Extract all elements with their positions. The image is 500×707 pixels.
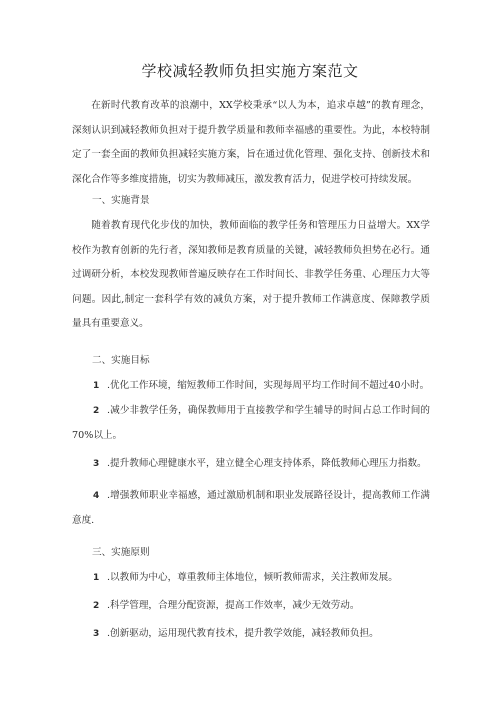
intro-paragraph: 在新时代教育改革的浪潮中，XX学校秉承“以人为本，追求卓越”的教育理念，深刻认识到减轻教师负担对于提升教学质量和教师幸福感的重要性。为此，本校特制定了一套全面的教师负担减轻实施方案，旨在通过优化管理、强化支持、创新技术和深化合作等多维度措施，切实为教师减压，激发教育活力，促进学校可持续发展。 bbox=[72, 100, 430, 185]
principle-item bbox=[72, 566, 430, 591]
goal-text: .减少非教学任务，确保教师用于直接教学和学生辅导的时间占总工作时间的70%以上。 bbox=[72, 405, 430, 441]
principle-number: 2 bbox=[93, 601, 100, 611]
goal-number: 4 bbox=[93, 491, 100, 501]
principle-text: .科学管理，合理分配资源，提高工作效率，减少无效劳动。 bbox=[107, 600, 360, 611]
goal-number: 2 bbox=[93, 406, 100, 416]
goal-item bbox=[72, 399, 430, 448]
goal-item bbox=[72, 374, 430, 399]
document-title: 学校减轻教师负担实施方案范文 bbox=[141, 62, 359, 80]
goal-text: .增强教师职业幸福感，通过激励机制和职业发展路径设计，提高教师工作满意度. bbox=[72, 490, 430, 526]
goal-item bbox=[72, 452, 430, 477]
background-paragraph: 随着教育现代化步伐的加快，教师面临的教学任务和管理压力日益增大。XX学校作为教育创新的先行者，深知教师是教育质量的关键，减轻教师负担势在必行。通过调研分析，本校发现教师普遍反映存在工作时间长、非教学任务重、心理压力大等问题。因此,制定一套科学有效的减负方案，对于提升教师工作满意度、保障教学质量具有重要意义。 bbox=[72, 220, 430, 330]
principle-number: 3 bbox=[93, 629, 100, 639]
principle-text: .以教师为中心，尊重教师主体地位，倾听教师需求，关注教师发展。 bbox=[107, 572, 398, 583]
principle-number: 1 bbox=[93, 573, 100, 583]
principle-item bbox=[72, 622, 430, 647]
goal-item bbox=[72, 484, 430, 533]
section-heading-principles: 三、实施原则 bbox=[92, 547, 150, 558]
principle-item bbox=[72, 594, 430, 619]
goal-text: .优化工作环境，缩短教师工作时间，实现每周平均工作时间不超过40小时。 bbox=[107, 380, 430, 391]
goal-text: .提升教师心理健康水平，建立健全心理支持体系，降低教师心理压力指数。 bbox=[107, 458, 427, 469]
section-heading-goals: 二、实施目标 bbox=[92, 355, 150, 366]
principle-text: .创新驱动，运用现代教育技术，提升教学效能，减轻教师负担。 bbox=[107, 628, 379, 639]
goal-number: 3 bbox=[93, 459, 100, 469]
goal-number: 1 bbox=[93, 381, 100, 391]
section-heading-background: 一、实施背景 bbox=[92, 195, 150, 206]
